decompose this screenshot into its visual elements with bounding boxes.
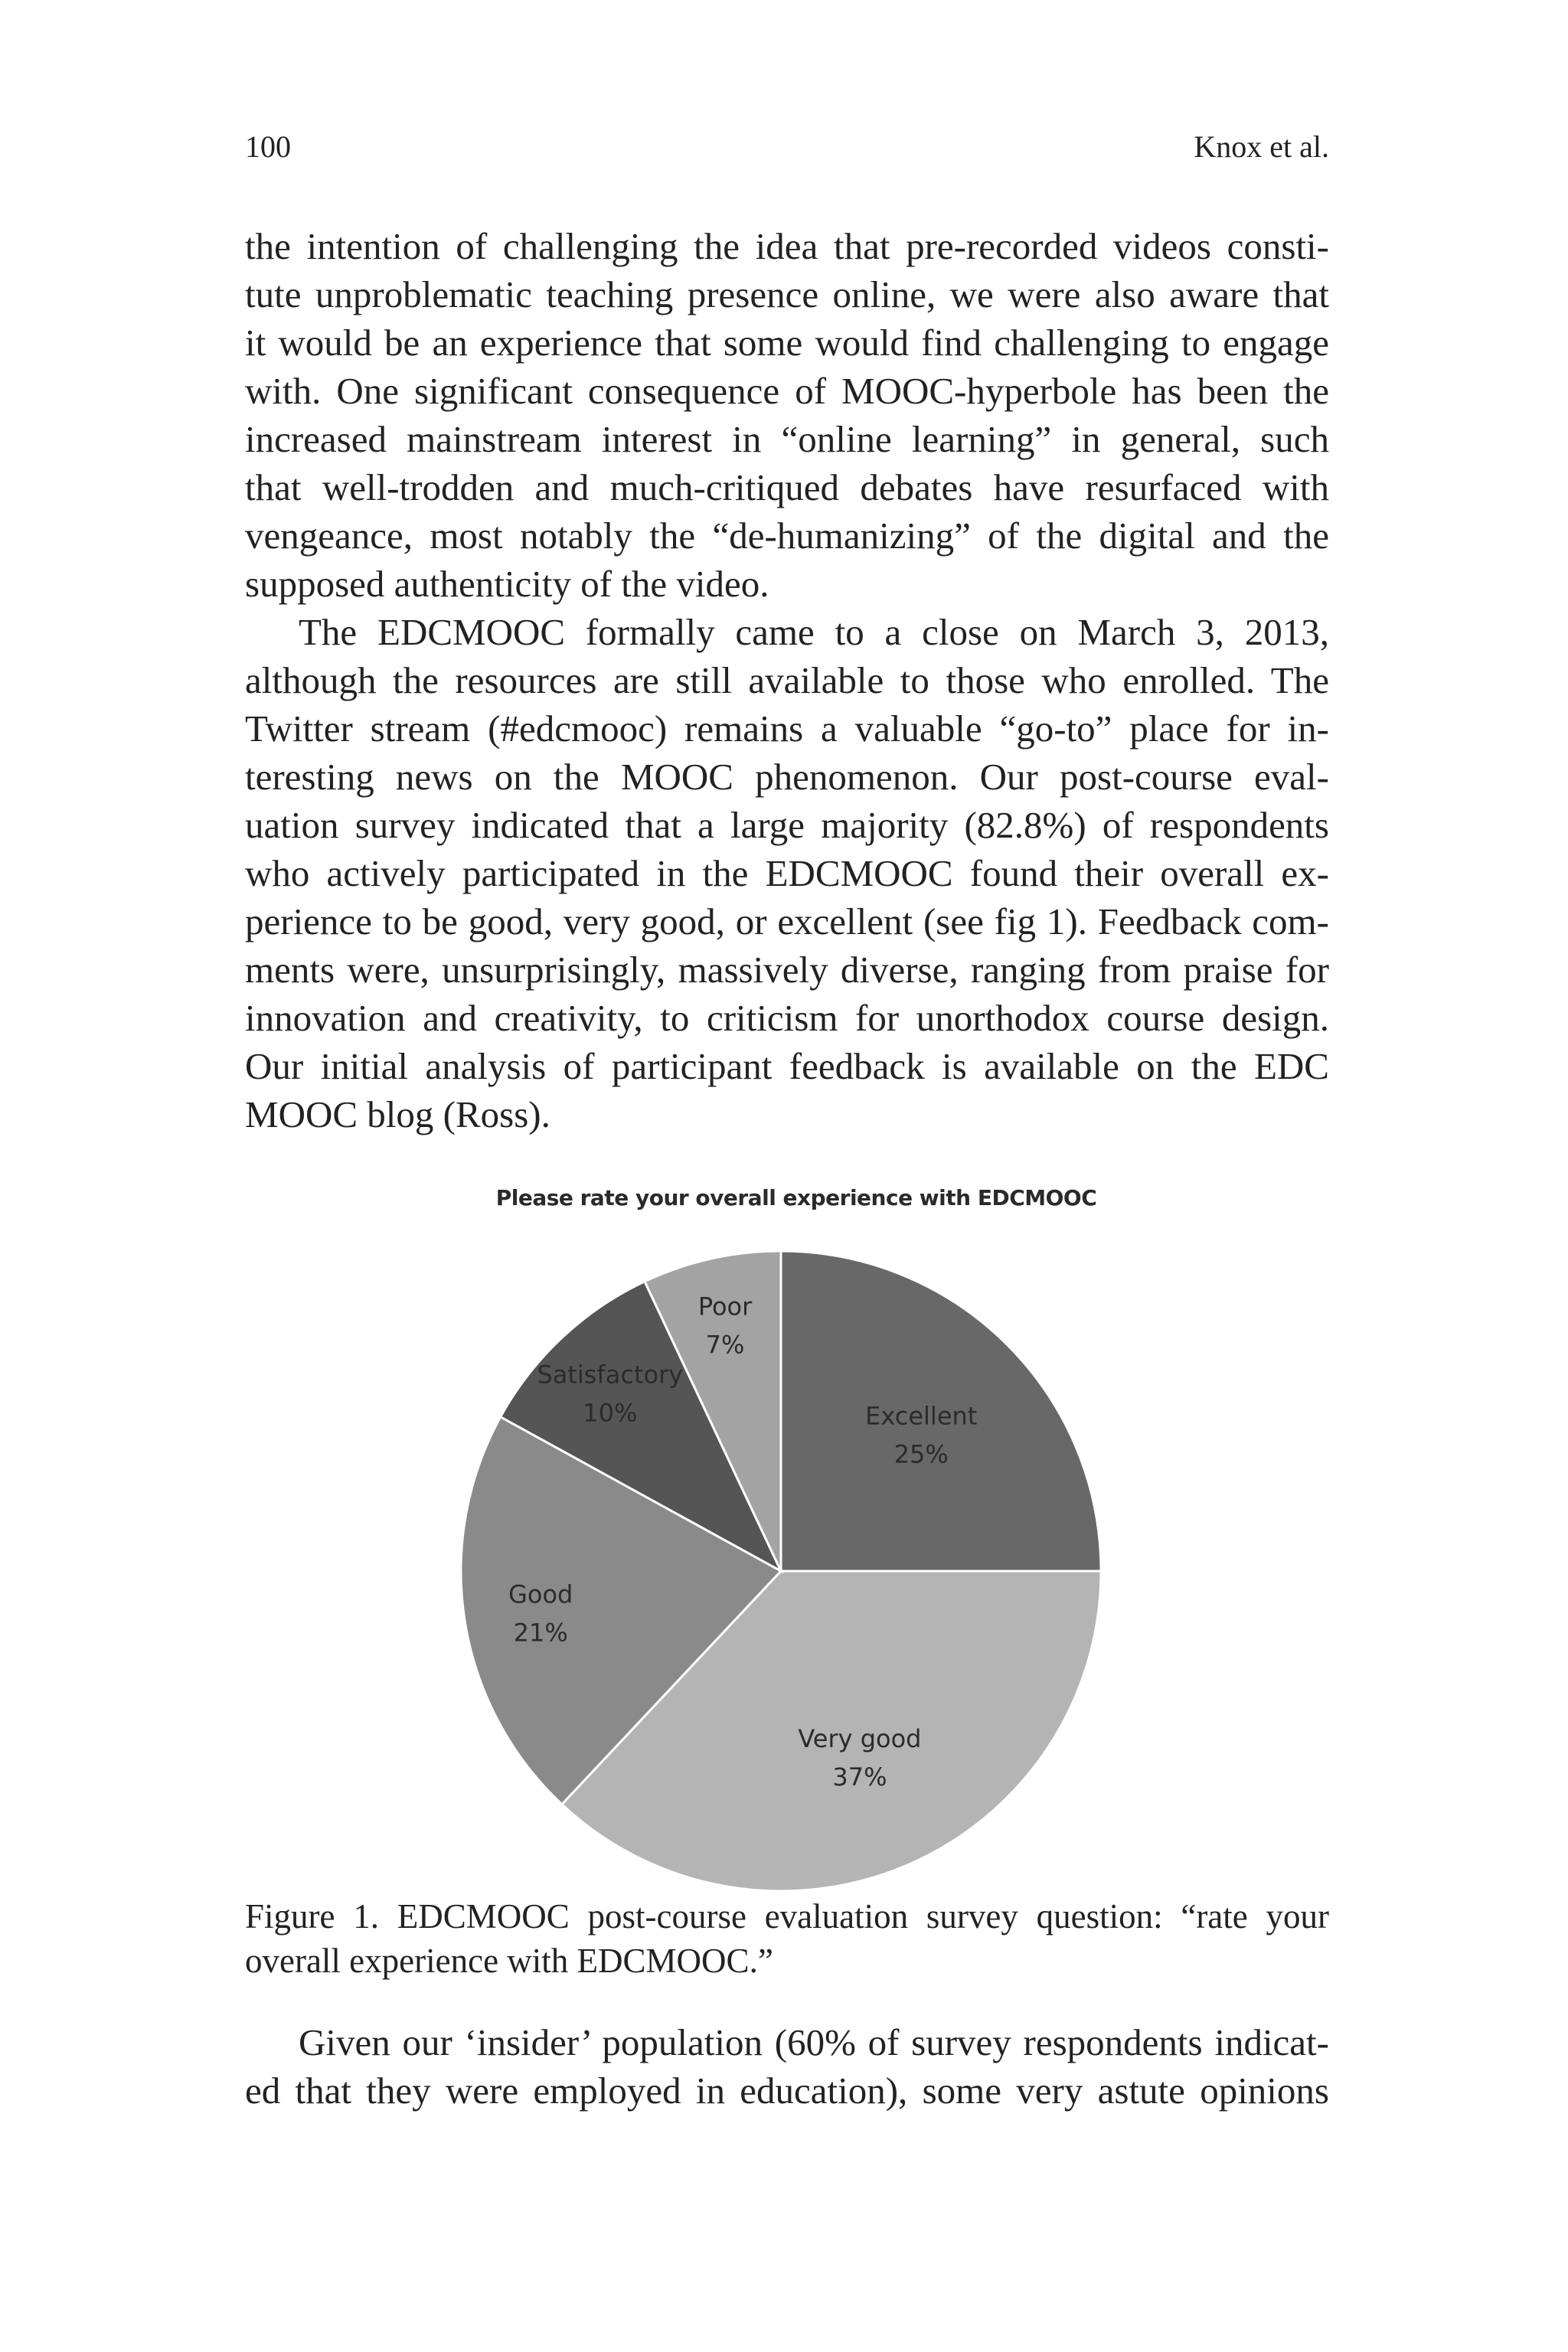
- text-line: with. One significant consequence of MOOC-hyperbole has been the: [245, 370, 1329, 412]
- slice-value-label: 37%: [832, 1762, 887, 1792]
- running-head: [245, 126, 1329, 168]
- text-line: ments were, unsurprisingly, massively diverse, ranging from praise for: [245, 949, 1329, 991]
- text-line: MOOC blog (Ross).: [245, 1093, 550, 1135]
- text-line: vengeance, most notably the “de-humanizing” of the digital and the: [245, 514, 1329, 557]
- paragraph-3: [245, 2018, 1329, 2115]
- slice-label: Very good: [798, 1723, 922, 1753]
- paragraph-2: [245, 608, 1329, 1138]
- text-line: The EDCMOOC formally came to a close on March 3, 2013,: [299, 611, 1329, 653]
- text-line: uation survey indicated that a large majority (82.8%) of respondents: [245, 804, 1329, 846]
- slice-value-label: 10%: [583, 1398, 638, 1428]
- slice-label: Good: [508, 1579, 573, 1609]
- caption-line: Figure 1. EDCMOOC post-course evaluation survey question: “rate your: [245, 1897, 1329, 1936]
- text-line: who actively participated in the EDCMOOC found their overall ex-: [245, 852, 1329, 894]
- text-line: increased mainstream interest in “online learning” in general, such: [245, 418, 1329, 460]
- figure-1: [429, 1171, 1164, 1891]
- text-line: ed that they were employed in education), some very astute opinions: [245, 2069, 1329, 2112]
- text-line: tute unproblematic teaching presence online, we were also aware that: [245, 273, 1329, 315]
- text-line: that well-trodden and much-critiqued debates have resurfaced with: [245, 466, 1329, 508]
- text-line: Twitter stream (#edcmooc) remains a valuable “go-to” place for in-: [245, 707, 1329, 750]
- running-head-authors: Knox et al.: [1194, 129, 1329, 164]
- text-line: teresting news on the MOOC phenomenon. Our post-course eval-: [245, 756, 1329, 798]
- text-line: Given our ‘insider’ population (60% of survey respondents indicat-: [299, 2021, 1329, 2063]
- text-line: although the resources are still available to those who enrolled. The: [245, 659, 1329, 701]
- chart-title: Please rate your overall experience with EDCMOOC: [495, 1185, 1097, 1210]
- page-number: 100: [245, 129, 291, 164]
- text-line: perience to be good, very good, or excellent (see fig 1). Feedback com-: [245, 900, 1329, 942]
- text-line: innovation and creativity, to criticism for unorthodox course design.: [245, 997, 1329, 1039]
- text-line: the intention of challenging the idea that pre-recorded videos consti-: [245, 225, 1329, 267]
- text-line: supposed authenticity of the video.: [245, 563, 769, 605]
- slice-value-label: 7%: [705, 1330, 745, 1360]
- slice-label: Excellent: [865, 1401, 978, 1431]
- caption-line: overall experience with EDCMOOC.”: [245, 1942, 773, 1980]
- figure-caption: [245, 1894, 1329, 1983]
- slice-label: Satisfactory: [537, 1360, 684, 1390]
- text-line: it would be an experience that some would find challenging to engage: [245, 322, 1329, 364]
- text-line: Our initial analysis of participant feedback is available on the EDC: [245, 1045, 1329, 1087]
- slice-value-label: 21%: [513, 1618, 568, 1648]
- pie-chart: [429, 1171, 1164, 1891]
- slice-value-label: 25%: [893, 1439, 949, 1469]
- paragraph-1: [245, 222, 1329, 608]
- slice-label: Poor: [697, 1292, 753, 1321]
